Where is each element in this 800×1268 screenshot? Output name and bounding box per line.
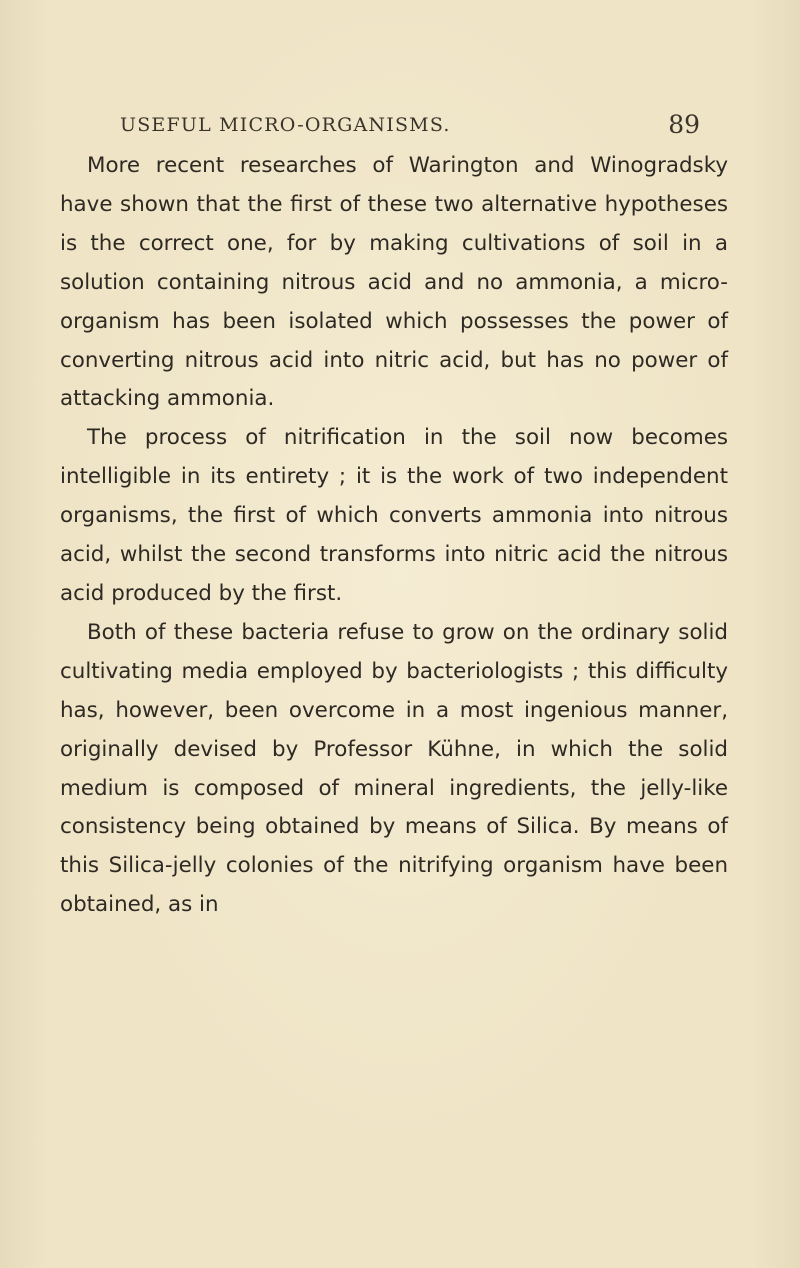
running-head (120, 110, 700, 146)
paragraph-silica-jelly: Both of these bacteria refuse to grow on the ordinary solid cultivating media employed by bacteriologists ; this difficulty has, however, been overcome in a most ingenious manner, originally devised by Professor Kühne, in which the solid medium is composed of mineral ingredients, the jelly-like consistency being obtained by means of Silica. By means of this Silica-jelly colonies of the nitrifying organism have been obtained, as in (60, 619, 728, 918)
page-number: 89 (668, 110, 700, 139)
paragraph-nitrous-acid-organism: More recent researches of Warington and Winogradsky have shown that the first of these two alternative hypotheses is the correct one, for by making cultivations of soil in a solution containing nitrous acid and no ammonia, a micro-organism has been isolated which possesses the power of converting nitrous acid into nitric acid, but has no power of attacking ammonia. (60, 153, 728, 412)
paragraph-nitrification-process: The process of nitrification in the soil now becomes intelligible in its entirety ; it is the work of two independent organisms, the first of which converts ammonia into nitrous acid, whilst the second transforms into nitric acid the nitrous acid produced by the first. (60, 425, 728, 606)
body-text (60, 147, 728, 925)
running-head-title: USEFUL MICRO-ORGANISMS. (120, 114, 451, 136)
